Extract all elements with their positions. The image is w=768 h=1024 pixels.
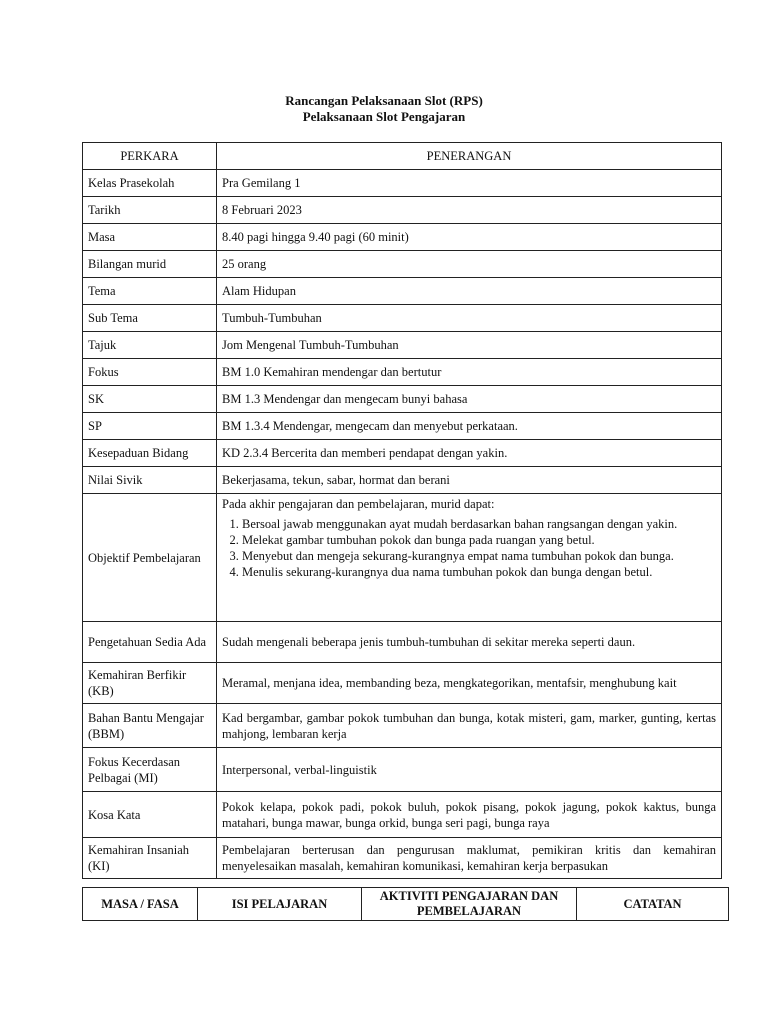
rps-table — [82, 142, 722, 879]
objektif-intro: Pada akhir pengajaran dan pembelajaran, murid dapat: — [222, 497, 495, 511]
row-label: Tema — [83, 278, 217, 305]
row-label: Kosa Kata — [83, 792, 217, 838]
row-label: Kemahiran Berfikir (KB) — [83, 663, 217, 704]
table-row — [83, 838, 722, 879]
table-row — [83, 704, 722, 748]
row-value: 25 orang — [217, 251, 722, 278]
row-label: Fokus Kecerdasan Pelbagai (MI) — [83, 748, 217, 792]
row-label: Kesepaduan Bidang — [83, 440, 217, 467]
objektif-list — [222, 516, 716, 580]
header-catatan: CATATAN — [577, 888, 729, 921]
row-label: Bilangan murid — [83, 251, 217, 278]
title-line-1: Rancangan Pelaksanaan Slot (RPS) — [285, 93, 483, 108]
row-value: Jom Mengenal Tumbuh-Tumbuhan — [217, 332, 722, 359]
row-value: KD 2.3.4 Bercerita dan memberi pendapat dengan yakin. — [217, 440, 722, 467]
table-row — [83, 359, 722, 386]
row-label: Nilai Sivik — [83, 467, 217, 494]
row-value: Alam Hidupan — [217, 278, 722, 305]
row-value: Pra Gemilang 1 — [217, 170, 722, 197]
row-value: Kad bergambar, gambar pokok tumbuhan dan bunga, kotak misteri, gam, marker, gunting, kertas mahjong, lembaran kerja — [217, 704, 722, 748]
table-row — [83, 413, 722, 440]
row-label: Sub Tema — [83, 305, 217, 332]
table-row — [83, 305, 722, 332]
row-value: BM 1.3.4 Mendengar, mengecam dan menyebut perkataan. — [217, 413, 722, 440]
list-item: 2. Melekat gambar tumbuhan pokok dan bunga pada ruangan yang betul. — [242, 532, 716, 548]
row-value: Sudah mengenali beberapa jenis tumbuh-tumbuhan di sekitar mereka seperti daun. — [217, 622, 722, 663]
table-row — [83, 622, 722, 663]
table-row — [83, 251, 722, 278]
header-perkara: PERKARA — [83, 143, 217, 170]
table-row — [83, 332, 722, 359]
lesson-plan-header-table — [82, 887, 729, 921]
header-isi-pelajaran: ISI PELAJARAN — [198, 888, 362, 921]
row-label: Kelas Prasekolah — [83, 170, 217, 197]
row-value: Interpersonal, verbal-linguistik — [217, 748, 722, 792]
table-row — [83, 748, 722, 792]
row-label: Fokus — [83, 359, 217, 386]
table-row — [83, 440, 722, 467]
table-row — [83, 663, 722, 704]
bottom-header-row — [83, 888, 729, 921]
header-masa-fasa: MASA / FASA — [83, 888, 198, 921]
objektif-row — [83, 494, 722, 622]
row-value: Tumbuh-Tumbuhan — [217, 305, 722, 332]
table-row — [83, 197, 722, 224]
table-row — [83, 278, 722, 305]
list-item: 4. Menulis sekurang-kurangnya dua nama tumbuhan pokok dan bunga dengan betul. — [242, 564, 716, 580]
row-label: Kemahiran Insaniah (KI) — [83, 838, 217, 879]
table-row — [83, 224, 722, 251]
row-value: BM 1.0 Kemahiran mendengar dan bertutur — [217, 359, 722, 386]
row-label: Tajuk — [83, 332, 217, 359]
document-title — [0, 93, 768, 125]
header-row — [83, 143, 722, 170]
row-label: SP — [83, 413, 217, 440]
row-value: 8.40 pagi hingga 9.40 pagi (60 minit) — [217, 224, 722, 251]
header-penerangan: PENERANGAN — [217, 143, 722, 170]
row-value: Pokok kelapa, pokok padi, pokok buluh, pokok pisang, pokok jagung, pokok kaktus, bunga matahari, bunga mawar, bunga orkid, bunga seri pagi, bunga raya — [217, 792, 722, 838]
objektif-cell — [217, 494, 722, 622]
row-value: Bekerjasama, tekun, sabar, hormat dan berani — [217, 467, 722, 494]
table-row — [83, 170, 722, 197]
header-aktiviti: AKTIVITI PENGAJARAN DAN PEMBELAJARAN — [362, 888, 577, 921]
row-label: Masa — [83, 224, 217, 251]
list-item: 3. Menyebut dan mengeja sekurang-kurangnya empat nama tumbuhan pokok dan bunga. — [242, 548, 716, 564]
row-value: Pembelajaran berterusan dan pengurusan maklumat, pemikiran kritis dan kemahiran menyelesaikan masalah, kemahiran komunikasi, kemahiran kerja berpasukan — [217, 838, 722, 879]
row-label: Bahan Bantu Mengajar (BBM) — [83, 704, 217, 748]
row-value: 8 Februari 2023 — [217, 197, 722, 224]
row-label: Objektif Pembelajaran — [83, 494, 217, 622]
row-label: Tarikh — [83, 197, 217, 224]
list-item: 1. Bersoal jawab menggunakan ayat mudah berdasarkan bahan rangsangan dengan yakin. — [242, 516, 716, 532]
row-value: BM 1.3 Mendengar dan mengecam bunyi bahasa — [217, 386, 722, 413]
table-row — [83, 386, 722, 413]
table-row — [83, 792, 722, 838]
row-label: SK — [83, 386, 217, 413]
row-value: Meramal, menjana idea, membanding beza, mengkategorikan, mentafsir, menghubung kait — [217, 663, 722, 704]
title-line-2: Pelaksanaan Slot Pengajaran — [302, 109, 466, 124]
table-row — [83, 467, 722, 494]
row-label: Pengetahuan Sedia Ada — [83, 622, 217, 663]
